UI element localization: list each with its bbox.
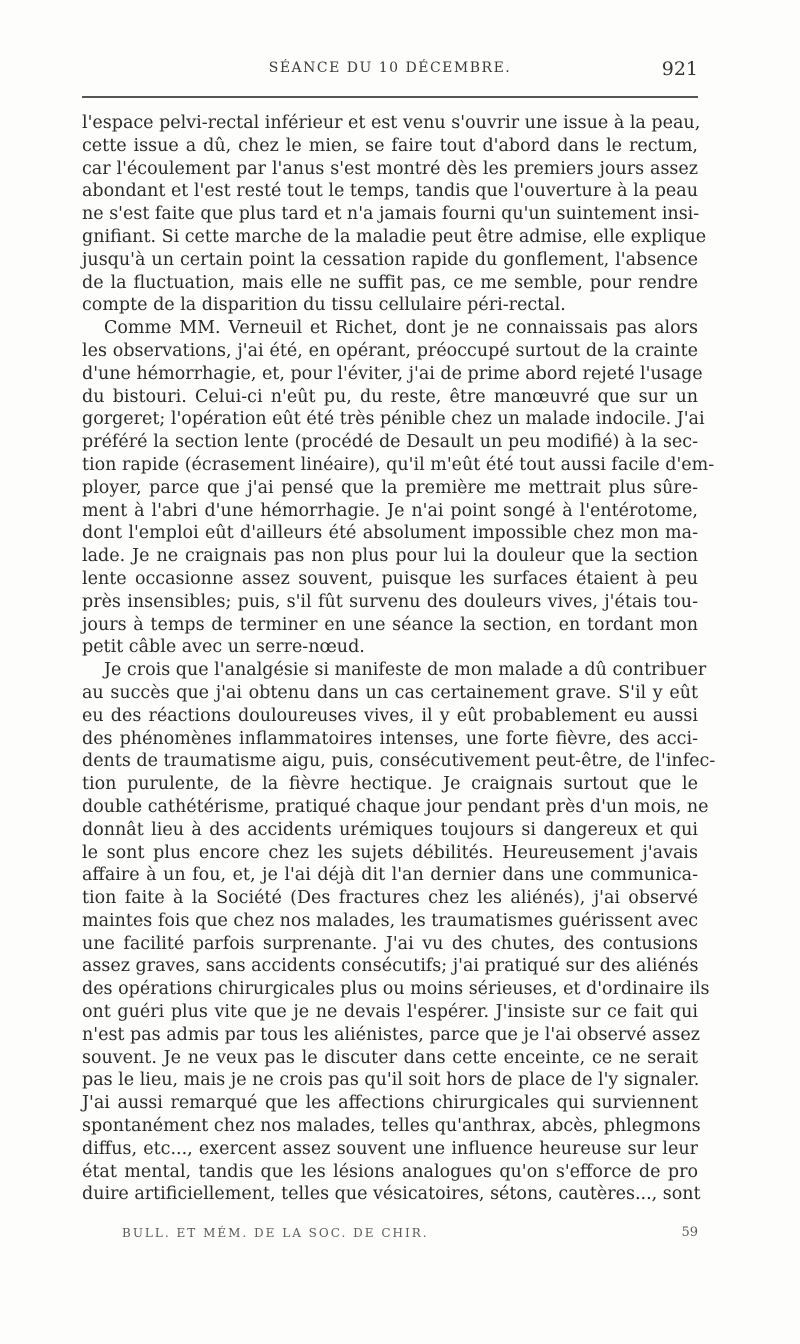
text-line: au succès que j'ai obtenu dans un cas certainement grave. S'il y eût	[82, 682, 698, 703]
text-line: compte de la disparition du tissu cellulaire péri-rectal.	[82, 295, 566, 316]
text-line: car l'écoulement par l'anus s'est montré dès les premiers jours assez	[82, 158, 698, 179]
text-line: les observations, j'ai été, en opérant, préoccupé surtout de la crainte	[82, 340, 698, 361]
text-line: diffus, etc..., exercent assez souvent une influence heureuse sur leur	[82, 1138, 698, 1159]
text-line: lade. Je ne craignais pas non plus pour lui la douleur que la section	[82, 546, 698, 567]
text-line: double cathétérisme, pratiqué chaque jour pendant près d'un mois, ne	[82, 796, 709, 817]
text-line: Comme MM. Verneuil et Richet, dont je ne connaissais pas alors	[104, 318, 698, 339]
text-line: de la fluctuation, mais elle ne suffit pas, ce me semble, pour rendre	[82, 272, 698, 293]
paragraph-1	[82, 112, 707, 317]
text-line: état mental, tandis que les lésions analogues qu'on s'efforce de pro	[82, 1161, 698, 1182]
text-line: duire artificiellement, telles que vésicatoires, sétons, cautères..., sont	[82, 1184, 701, 1205]
text-line: maintes fois que chez nos malades, les traumatismes guérissent avec	[82, 910, 698, 931]
text-line: préféré la section lente (procédé de Desault un peu modifié) à la sec-	[82, 432, 698, 453]
text-line: lente occasionne assez souvent, puisque les surfaces étaient à peu	[82, 568, 698, 589]
text-line: affaire à un fou, et, je l'ai déjà dit l'an dernier dans une communica-	[82, 865, 698, 886]
text-line: jours à temps de terminer en une séance la section, en tordant mon	[82, 614, 698, 635]
text-line: des phénomènes inflammatoires intenses, une forte fièvre, des acci-	[82, 728, 698, 749]
text-line: ment à l'abri d'une hémorrhagie. Je n'ai point songé à l'entérotome,	[82, 500, 698, 521]
text-line: petit câble avec un serre-nœud.	[82, 637, 365, 658]
text-line: gorgeret; l'opération eût été très pénible chez un malade indocile. J'ai	[82, 409, 705, 430]
text-line: pas le lieu, mais je ne crois pas qu'il soit hors de place de l'y signaler.	[82, 1070, 700, 1091]
text-line: eu des réactions douloureuses vives, il y eût probablement eu aussi	[82, 705, 698, 726]
running-head: SÉANCE DU 10 DÉCEMBRE.	[268, 60, 512, 76]
paragraph-3	[82, 659, 716, 1206]
text-line: gnifiant. Si cette marche de la maladie peut être admise, elle explique	[82, 226, 707, 247]
paragraph-2	[82, 317, 715, 659]
page-number: 921	[661, 58, 698, 80]
text-line: des opérations chirurgicales plus ou moins sérieuses, et d'ordinaire ils	[82, 979, 710, 1000]
text-line: ployer, parce que j'ai pensé que la première me mettrait plus sûre-	[82, 477, 698, 498]
text-line: l'espace pelvi-rectal inférieur et est venu s'ouvrir une issue à la peau,	[82, 113, 701, 133]
text-line: J'ai aussi remarqué que les affections chirurgicales qui surviennent	[82, 1093, 698, 1114]
body-text	[82, 112, 716, 1206]
text-line: donnât lieu à des accidents urémiques toujours si dangereux et qui	[82, 819, 698, 840]
text-line: d'une hémorrhagie, et, pour l'éviter, j'ai de prime abord rejeté l'usage	[82, 363, 703, 384]
text-line: spontanément chez nos malades, telles qu'anthrax, abcès, phlegmons	[82, 1116, 701, 1137]
text-line: du bistouri. Celui-ci n'eût pu, du reste, être manœuvré que sur un	[82, 386, 698, 407]
signature-line: BULL. ET MÉM. DE LA SOC. DE CHIR.	[122, 1226, 429, 1240]
text-line: le sont plus encore chez les sujets débilités. Heureusement j'avais	[82, 842, 698, 863]
text-line: cette issue a dû, chez le mien, se faire tout d'abord dans le rectum,	[82, 135, 698, 156]
signature-number: 59	[681, 1225, 698, 1240]
header-rule	[82, 96, 698, 98]
text-line: souvent. Je ne veux pas le discuter dans cette enceinte, ce ne serait	[82, 1047, 698, 1068]
text-line: tion faite à la Société (Des fractures chez les aliénés), j'ai observé	[82, 888, 698, 909]
text-line: jusqu'à un certain point la cessation rapide du gonflement, l'absence	[82, 249, 698, 270]
text-line: assez graves, sans accidents consécutifs; j'ai pratiqué sur des aliénés	[82, 956, 699, 977]
text-line: une facilité parfois surprenante. J'ai vu des chutes, des contusions	[82, 933, 698, 954]
text-line: Je crois que l'analgésie si manifeste de mon malade a dû contribuer	[104, 660, 707, 681]
text-line: n'est pas admis par tous les aliénistes, parce que je l'ai observé assez	[82, 1024, 701, 1045]
text-line: ont guéri plus vite que je ne devais l'espérer. J'insiste sur ce fait qui	[82, 1002, 698, 1023]
text-line: dont l'emploi eût d'ailleurs été absolument impossible chez mon ma-	[82, 523, 698, 544]
text-line: près insensibles; puis, s'il fût survenu des douleurs vives, j'étais tou-	[82, 591, 698, 612]
text-line: ne s'est faite que plus tard et n'a jamais fourni qu'un suintement insi-	[82, 204, 700, 225]
text-line: tion purulente, de la fièvre hectique. Je craignais surtout que le	[82, 774, 698, 795]
text-line: dents de traumatisme aigu, puis, consécutivement peut-être, de l'infec-	[82, 751, 716, 772]
page-footer	[82, 1226, 698, 1250]
text-line: tion rapide (écrasement linéaire), qu'il m'eût été tout aussi facile d'em-	[82, 454, 715, 475]
page-header	[82, 60, 698, 92]
text-line: abondant et l'est resté tout le temps, tandis que l'ouverture à la peau	[82, 181, 698, 202]
